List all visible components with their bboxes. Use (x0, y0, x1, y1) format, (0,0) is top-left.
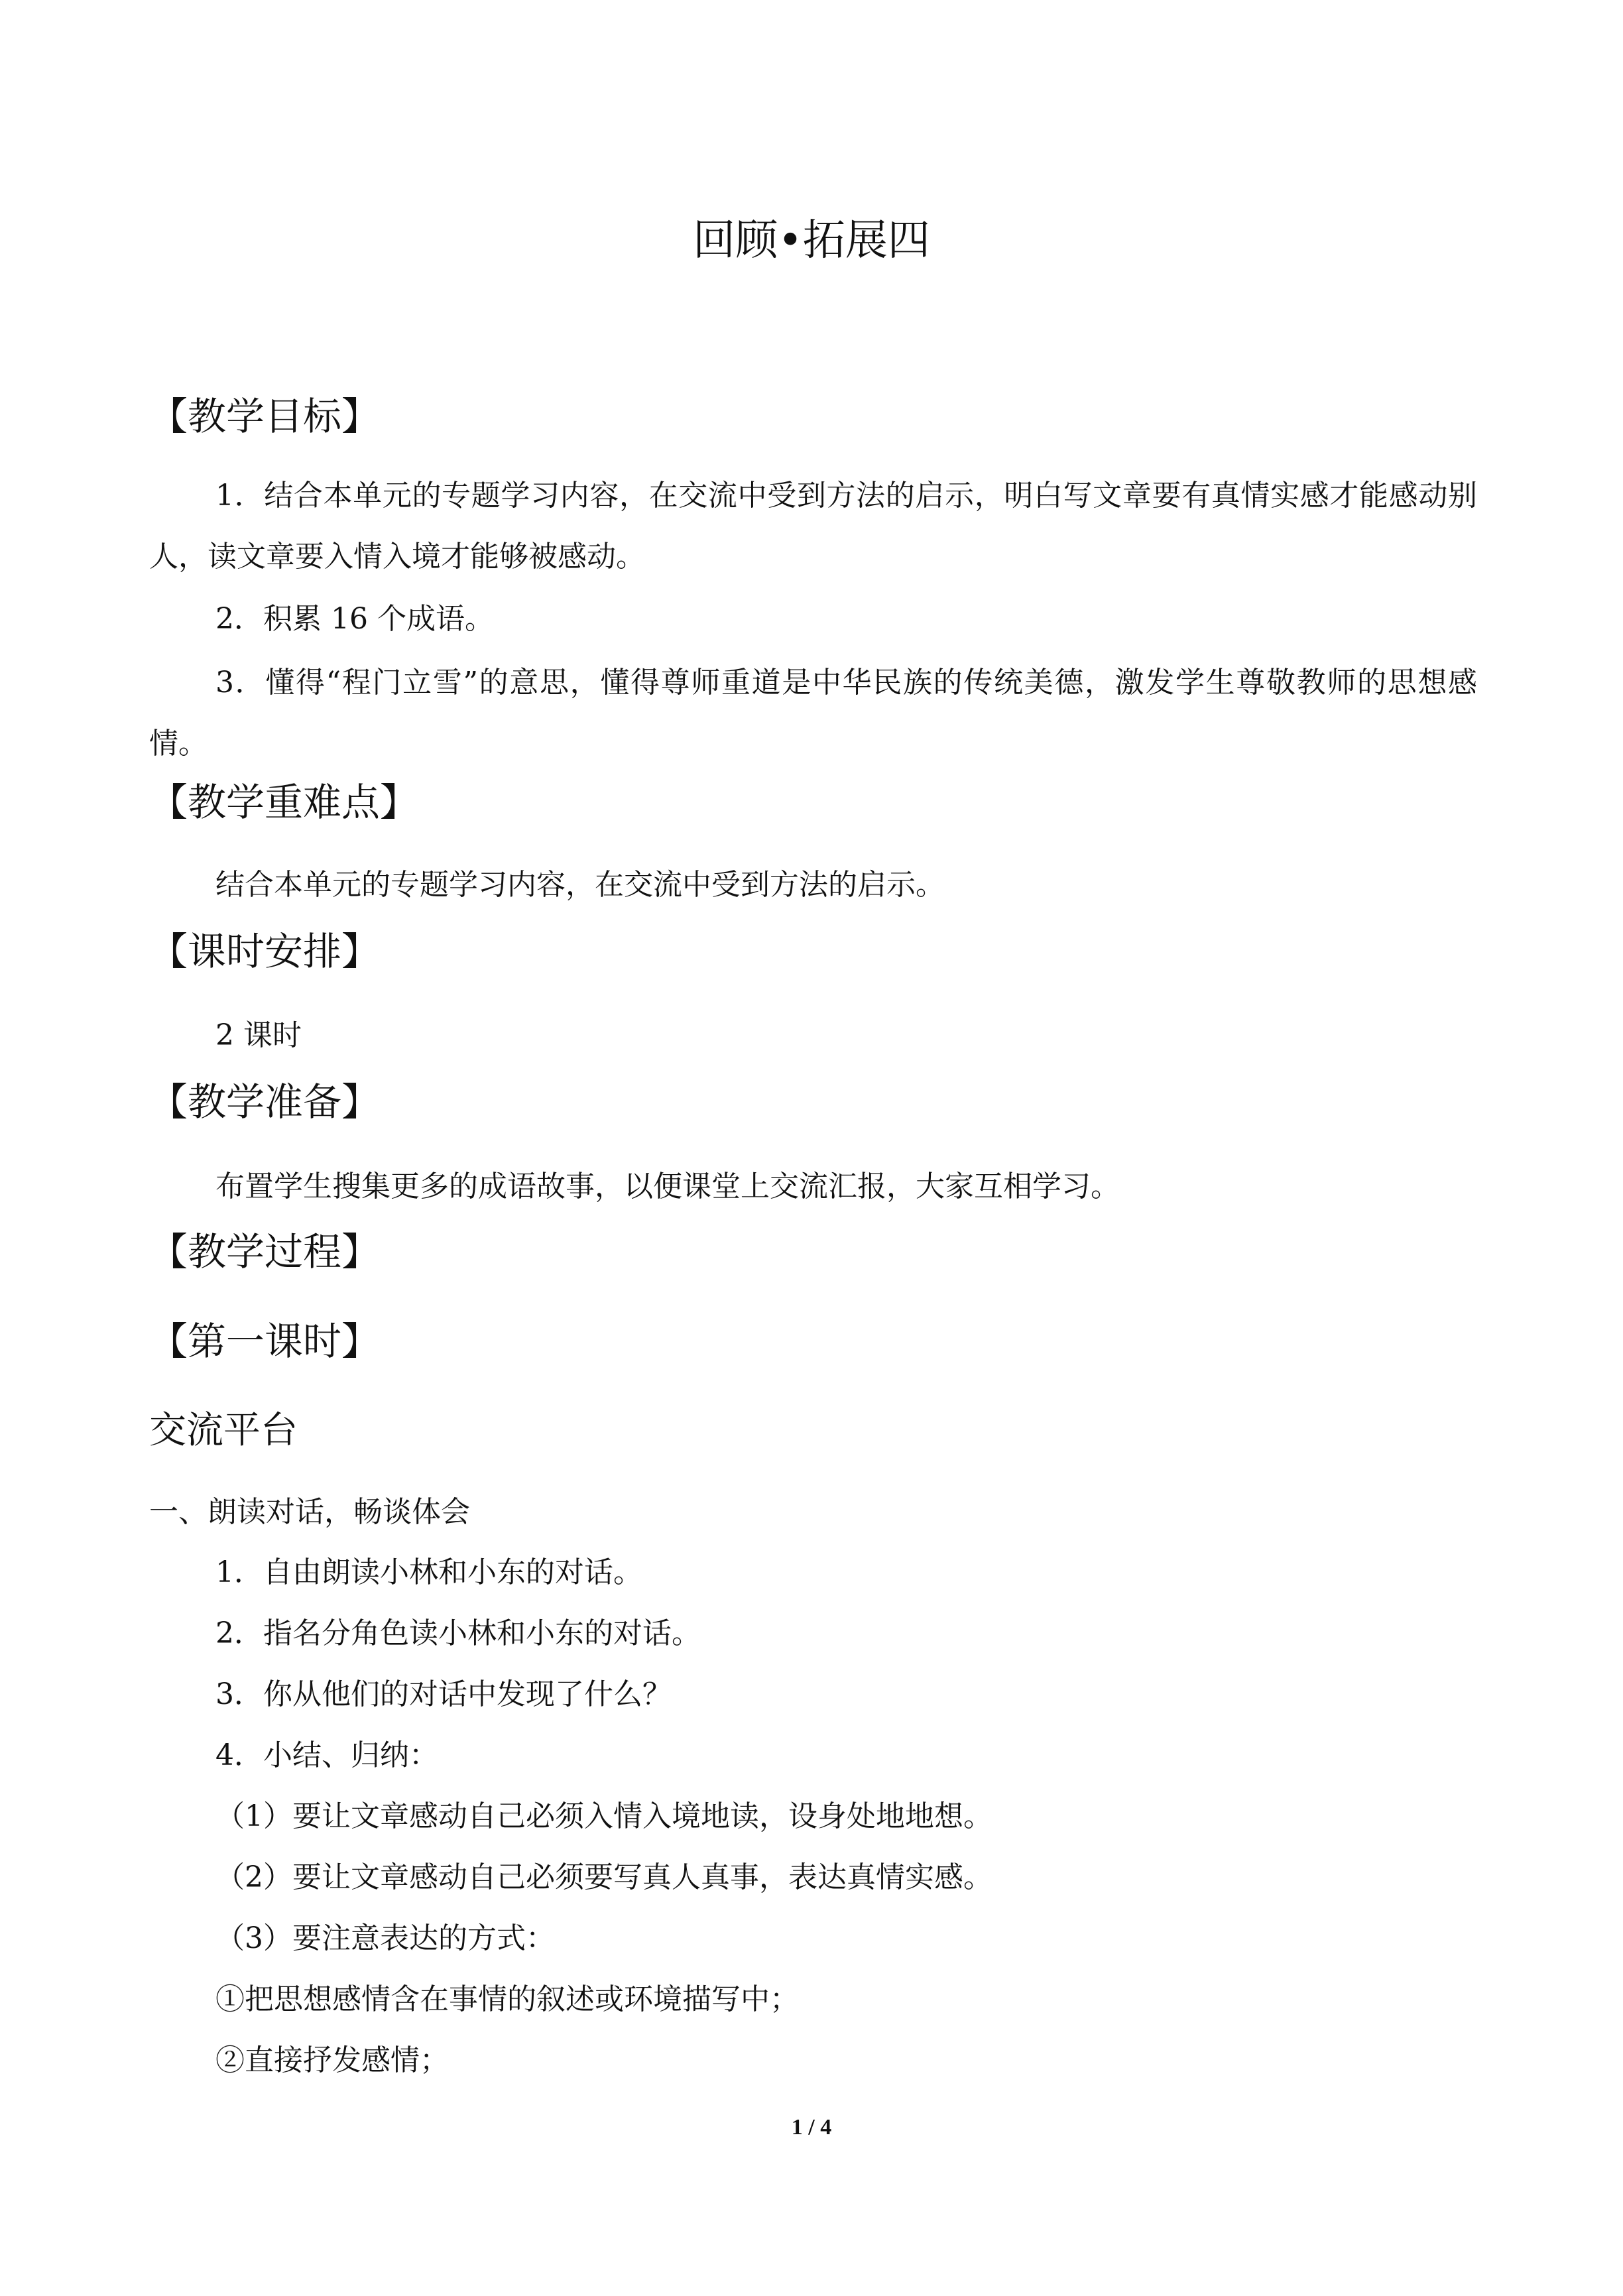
exchange-platform-subheading: 交流平台 (149, 1409, 298, 1452)
preparation-heading: 【教学准备】 (149, 1079, 381, 1124)
summary-2: （2）要让文章感动自己必须要写真人真事，表达真情实感。 (215, 1860, 992, 1894)
step-4: 4．小结、归纳： (215, 1738, 438, 1772)
page-number: 1 / 4 (791, 2115, 832, 2140)
objective-item-1: 1．结合本单元的专题学习内容，在交流中受到方法的启示，明白写文章要有真情实感才能感动别人，读文章要入情入境才能够被感动。 (149, 479, 1477, 574)
step-3: 3．你从他们的对话中发现了什么？ (215, 1677, 672, 1711)
process-heading: 【教学过程】 (149, 1229, 381, 1274)
lesson1-heading: 【第一课时】 (149, 1319, 381, 1364)
key-points-heading: 【教学重难点】 (149, 780, 419, 825)
method-2: ②直接抒发感情； (215, 2043, 449, 2077)
schedule-heading: 【课时安排】 (149, 929, 381, 974)
summary-3: （3）要注意表达的方式： (215, 1921, 555, 1955)
objectives-heading: 【教学目标】 (149, 394, 381, 439)
schedule-text: 2 课时 (215, 1018, 302, 1052)
step-2: 2．指名分角色读小林和小东的对话。 (215, 1616, 701, 1650)
method-1: ①把思想感情含在事情的叙述或环境描写中； (215, 1982, 799, 2016)
part1-title: 一、朗读对话，畅谈体会 (149, 1495, 470, 1529)
summary-1: （1）要让文章感动自己必须入情入境地读，设身处地地想。 (215, 1799, 992, 1833)
document-title: 回顾•拓展四 (693, 216, 930, 265)
key-points-text: 结合本单元的专题学习内容，在交流中受到方法的启示。 (215, 868, 945, 902)
objective-item-3: 3．懂得“程门立雪”的意思，懂得尊师重道是中华民族的传统美德，激发学生尊敬教师的思想感情。 (149, 666, 1477, 760)
objective-item-2: 2．积累 16 个成语。 (215, 602, 494, 636)
step-1: 1．自由朗读小林和小东的对话。 (215, 1555, 642, 1589)
preparation-text: 布置学生搜集更多的成语故事，以便课堂上交流汇报，大家互相学习。 (215, 1170, 1120, 1203)
